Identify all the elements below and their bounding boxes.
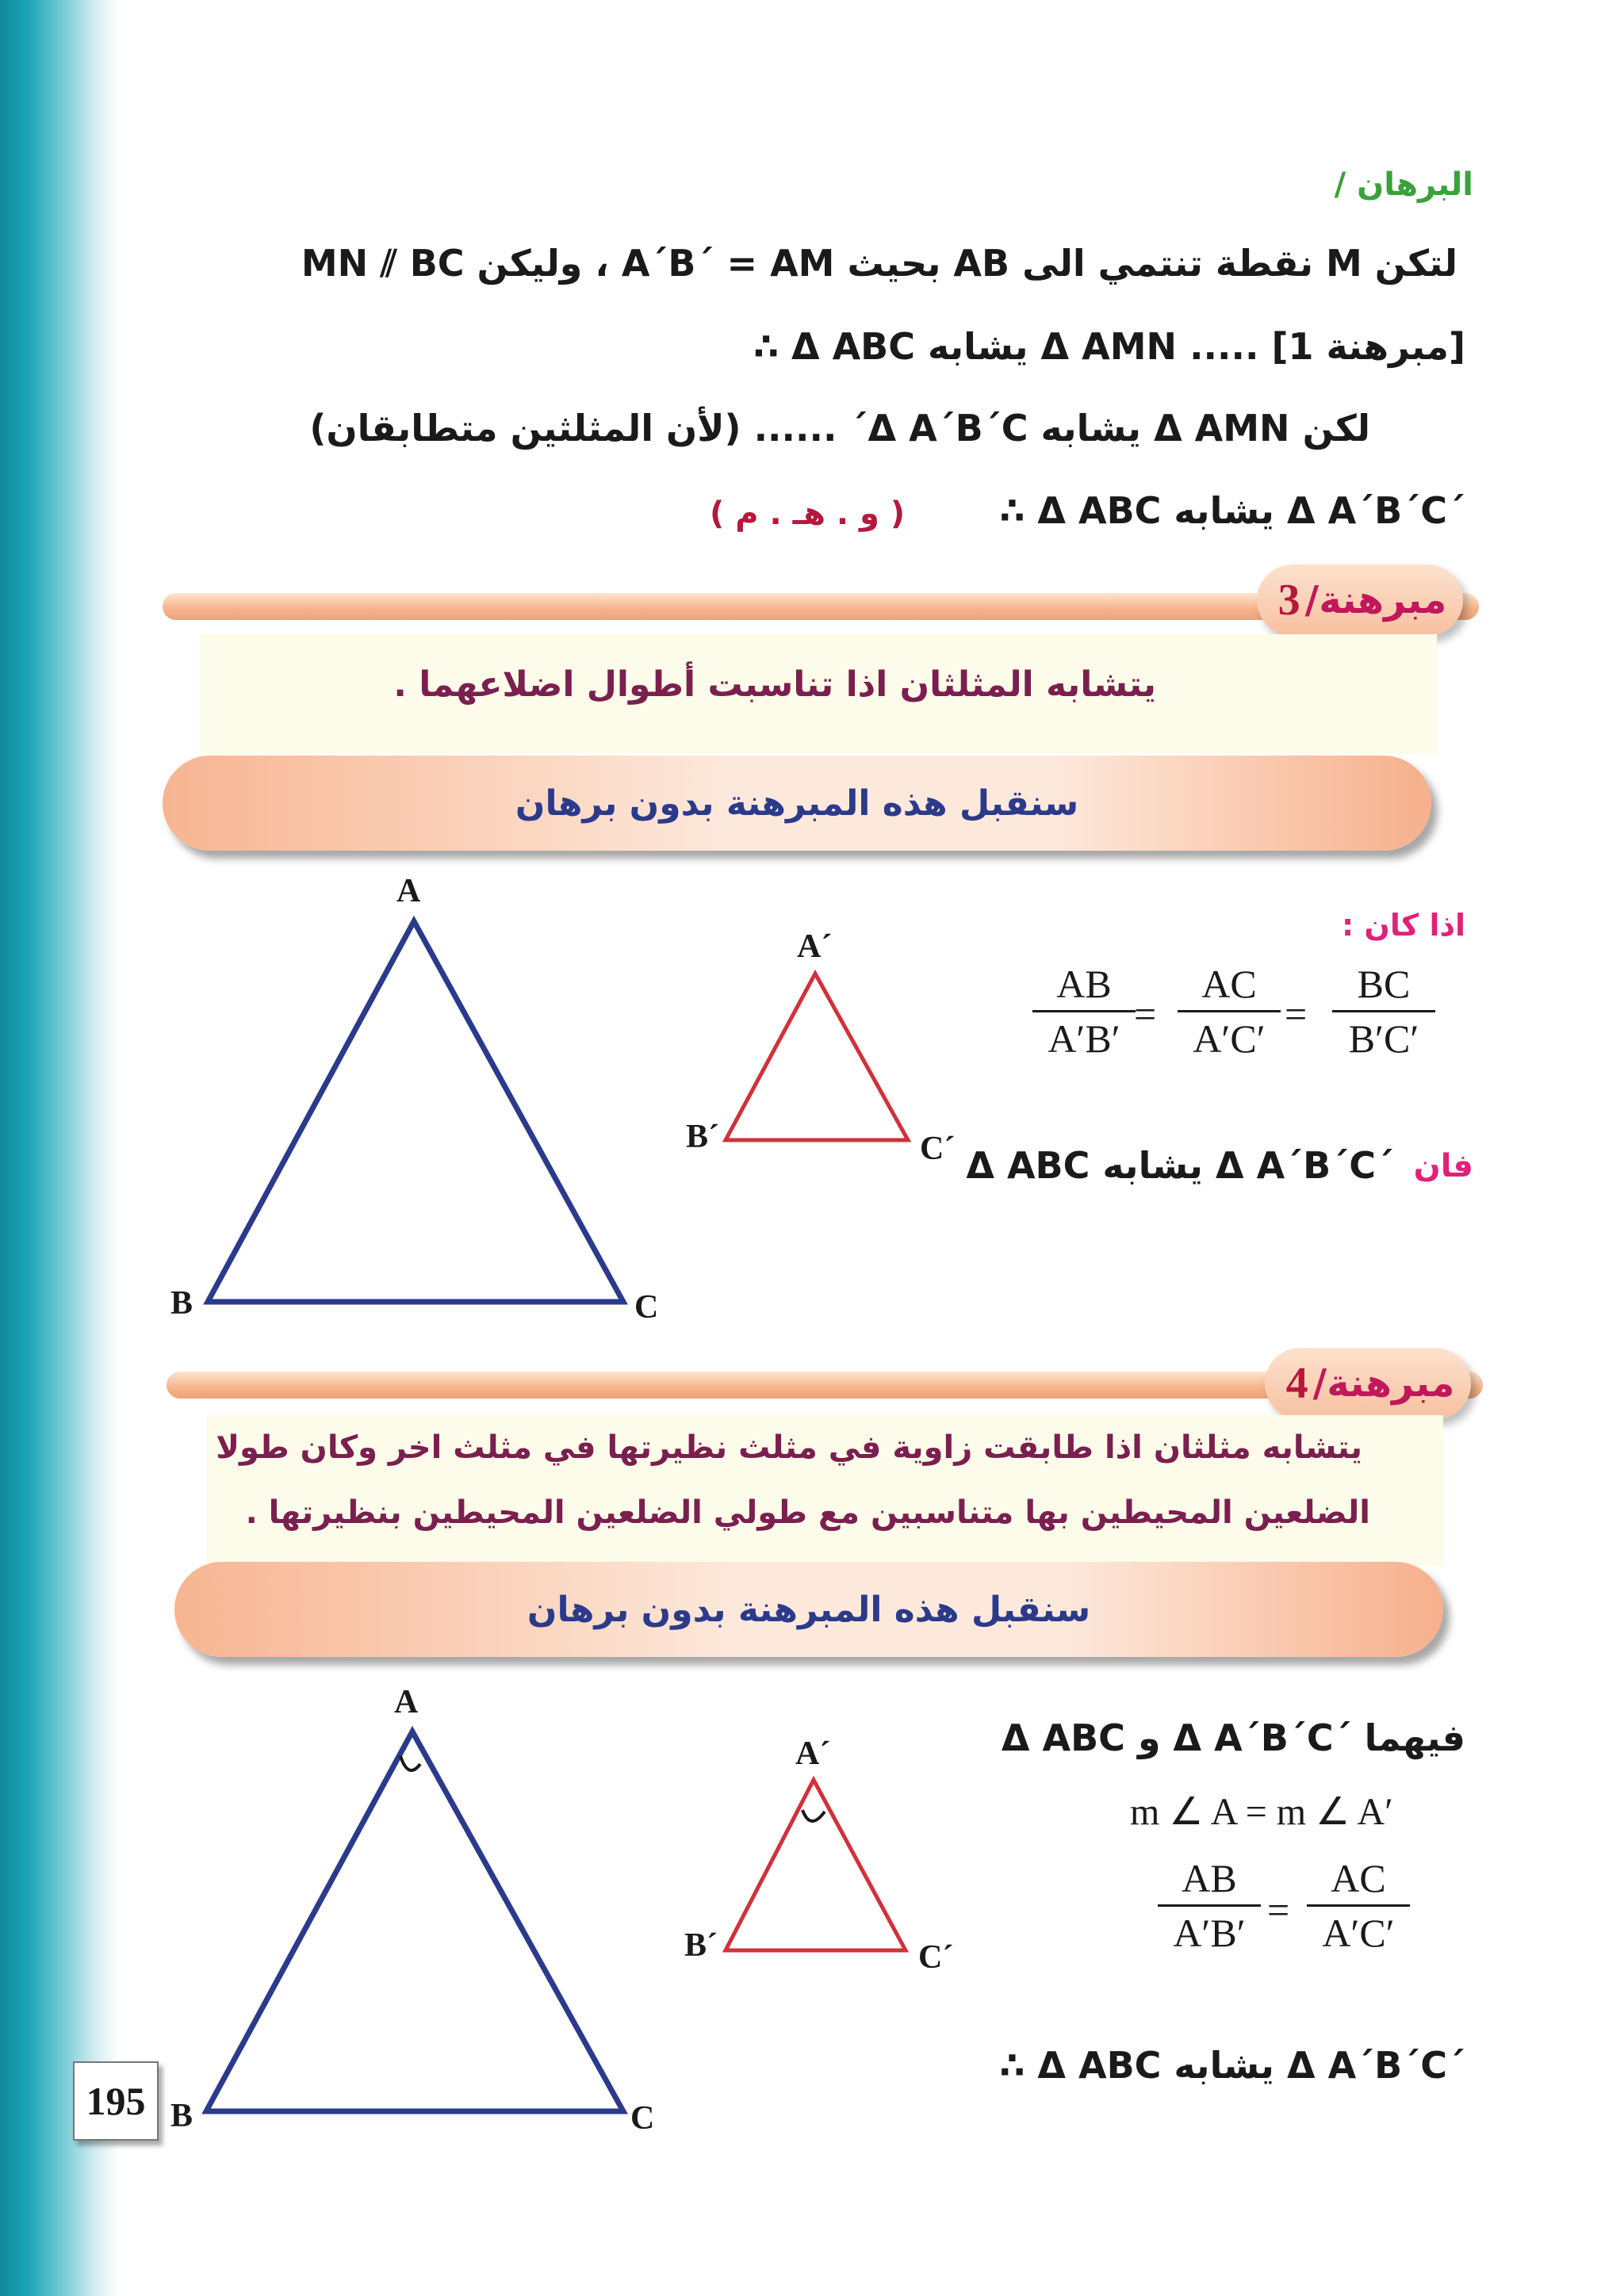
small-3-label-A: A´ <box>797 928 833 965</box>
angle-equality: m ∠ A = m ∠ A′ <box>1130 1791 1393 1833</box>
proof-line-4: ∴ Δ ABC يشابه Δ A´B´C´ <box>999 489 1465 532</box>
fraction-ac-den: A′C′ <box>1193 1016 1266 1061</box>
fraction-4-ac-den: A′C′ <box>1322 1911 1395 1955</box>
small-3-label-C: C´ <box>920 1131 956 1167</box>
theorem-3-no-proof-text: سنقبل هذه المبرهنة بدون برهان <box>515 783 1079 824</box>
big-4-label-A: A <box>394 1684 419 1720</box>
big-angle-arc <box>400 1756 420 1770</box>
big-3-label-B: B <box>170 1285 193 1322</box>
big-4-label-B: B <box>170 2098 193 2134</box>
small-4-label-B: B´ <box>684 1927 718 1964</box>
equal-sign-1: = <box>1134 992 1157 1036</box>
fraction-bc-den: B′C′ <box>1348 1016 1419 1061</box>
small-triangle-4 <box>726 1780 906 1950</box>
small-4-label-C: C´ <box>918 1939 954 1976</box>
small-angle-arc <box>802 1810 825 1821</box>
theorem-3-if-label: اذا كان : <box>1341 908 1465 943</box>
theorem-4-tag: مبرهنة / 4 <box>1265 1348 1471 1419</box>
fraction-4-ac-num: AC <box>1307 1855 1410 1907</box>
fraction-ac-num: AC <box>1178 961 1281 1012</box>
theorem-4-statement-2: الضلعين المحيطين بها متناسبين مع طولي الضلعين المحيطين بنظيرتها . <box>245 1494 1370 1531</box>
equal-sign-3: = <box>1267 1888 1290 1932</box>
fraction-ab-num: AB <box>1032 961 1136 1012</box>
theorem-4-no-proof-text: سنقبل هذه المبرهنة بدون برهان <box>527 1589 1091 1630</box>
theorem-3-conclusion: Δ ABC يشابه Δ A´B´C´ <box>966 1144 1394 1187</box>
theorem-4-tag-number: 4 <box>1285 1359 1308 1408</box>
fraction-ac <box>1178 961 1281 1062</box>
theorem-3-tag-word: مبرهنة <box>1319 578 1447 622</box>
big-3-label-C: C <box>634 1289 659 1326</box>
proof-heading: البرهان / <box>1334 166 1473 203</box>
fraction-4-ab-num: AB <box>1158 1855 1261 1907</box>
page-number: 195 <box>73 2061 159 2141</box>
fraction-ab-den: A′B′ <box>1048 1016 1120 1061</box>
theorem-3-tag: مبرهنة / 3 <box>1257 564 1463 636</box>
fraction-4-ab-den: A′B′ <box>1173 1911 1246 1955</box>
theorem-4-given: Δ ABC و Δ A´B´C´ فيهما <box>1001 1716 1465 1759</box>
big-triangle-3 <box>208 921 623 1302</box>
qed-mark: ( و . هـ . م ) <box>710 496 906 532</box>
big-4-label-C: C <box>630 2100 655 2137</box>
fraction-bc-num: BC <box>1332 961 1435 1012</box>
small-triangle-3 <box>726 974 908 1140</box>
small-3-label-B: B´ <box>686 1119 719 1155</box>
proof-line-2: ∴ Δ ABC يشابه Δ AMN ..... [مبرهنة 1] <box>753 325 1465 368</box>
proof-line-3: لكن Δ AMN يشابه Δ A´B´C´ ...... (لأن المثلثين متطابقان) <box>309 407 1370 450</box>
theorem-4-no-proof <box>174 1562 1443 1657</box>
equal-sign-2: = <box>1285 992 1308 1036</box>
small-4-label-A: A´ <box>795 1735 831 1772</box>
big-triangle-4 <box>206 1732 623 2111</box>
theorem-4-tag-word: مبرهنة <box>1327 1361 1455 1406</box>
theorem-3-statement: يتشابه المثلثان اذا تناسبت أطوال اضلاعهما . <box>393 664 1156 705</box>
fraction-ab <box>1032 961 1136 1062</box>
fraction-4-ab <box>1158 1855 1261 1956</box>
fraction-bc <box>1332 961 1435 1062</box>
theorem-4-conclusion: ∴ Δ ABC يشابه Δ A´B´C´ <box>999 2044 1465 2087</box>
proof-line-1: لتكن M نقطة تنتمي الى AB بحيث A´B´ = AM ، وليكن MN ⫽ BC <box>301 242 1457 285</box>
fraction-4-ac <box>1307 1855 1410 1956</box>
theorem-3-tag-number: 3 <box>1277 576 1300 625</box>
theorem-3-then-label: فان <box>1413 1148 1473 1184</box>
theorem-4-statement-1: يتشابه مثلثان اذا طابقت زاوية في مثلث نظيرتها في مثلث اخر وكان طولا <box>216 1429 1362 1466</box>
big-3-label-A: A <box>396 873 421 909</box>
